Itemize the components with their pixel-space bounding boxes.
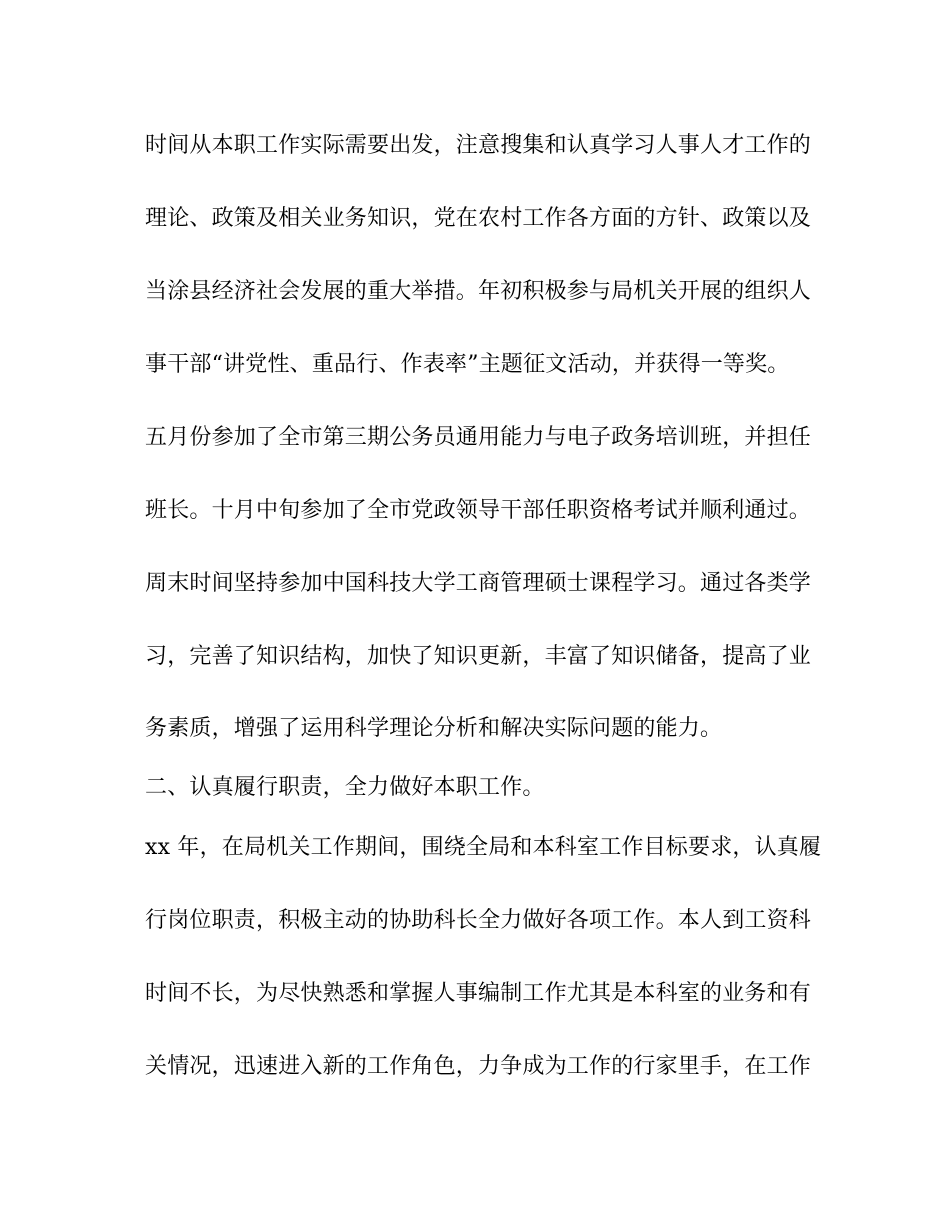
paragraph-1-line-1: 时间从本职工作实际需要出发，注意搜集和认真学习人事人才工作的 — [145, 133, 812, 158]
paragraph-2-line-3: 时间不长，为尽快熟悉和掌握人事编制工作尤其是本科室的业务和有 — [145, 981, 812, 1006]
paragraph-1-line-3: 当涂县经济社会发展的重大举措。年初积极参与局机关开展的组织人 — [145, 279, 812, 304]
section-heading-2: 二、认真履行职责，全力做好本职工作。 — [145, 775, 545, 800]
paragraph-2-line-4: 关情况，迅速进入新的工作角色，力争成为工作的行家里手，在工作 — [145, 1054, 812, 1079]
paragraph-2-line-1: xx 年，在局机关工作期间，围绕全局和本科室工作目标要求，认真履 — [145, 835, 822, 860]
paragraph-1-line-7: 周末时间坚持参加中国科技大学工商管理硕士课程学习。通过各类学 — [145, 571, 812, 596]
paragraph-1-line-9: 务素质，增强了运用科学理论分析和解决实际问题的能力。 — [145, 716, 723, 741]
paragraph-1-line-6: 班长。十月中旬参加了全市党政领导干部任职资格考试并顺利通过。 — [145, 498, 812, 523]
paragraph-1-line-5: 五月份参加了全市第三期公务员通用能力与电子政务培训班，并担任 — [145, 425, 812, 450]
paragraph-2-line-2: 行岗位职责，积极主动的协助科长全力做好各项工作。本人到工资科 — [145, 908, 812, 933]
paragraph-1-line-2: 理论、政策及相关业务知识，党在农村工作各方面的方针、政策以及 — [145, 206, 812, 231]
paragraph-1-line-8: 习，完善了知识结构，加快了知识更新，丰富了知识储备，提高了业 — [145, 644, 812, 669]
paragraph-1-line-4: 事干部“讲党性、重品行、作表率”主题征文活动，并获得一等奖。 — [145, 352, 790, 377]
